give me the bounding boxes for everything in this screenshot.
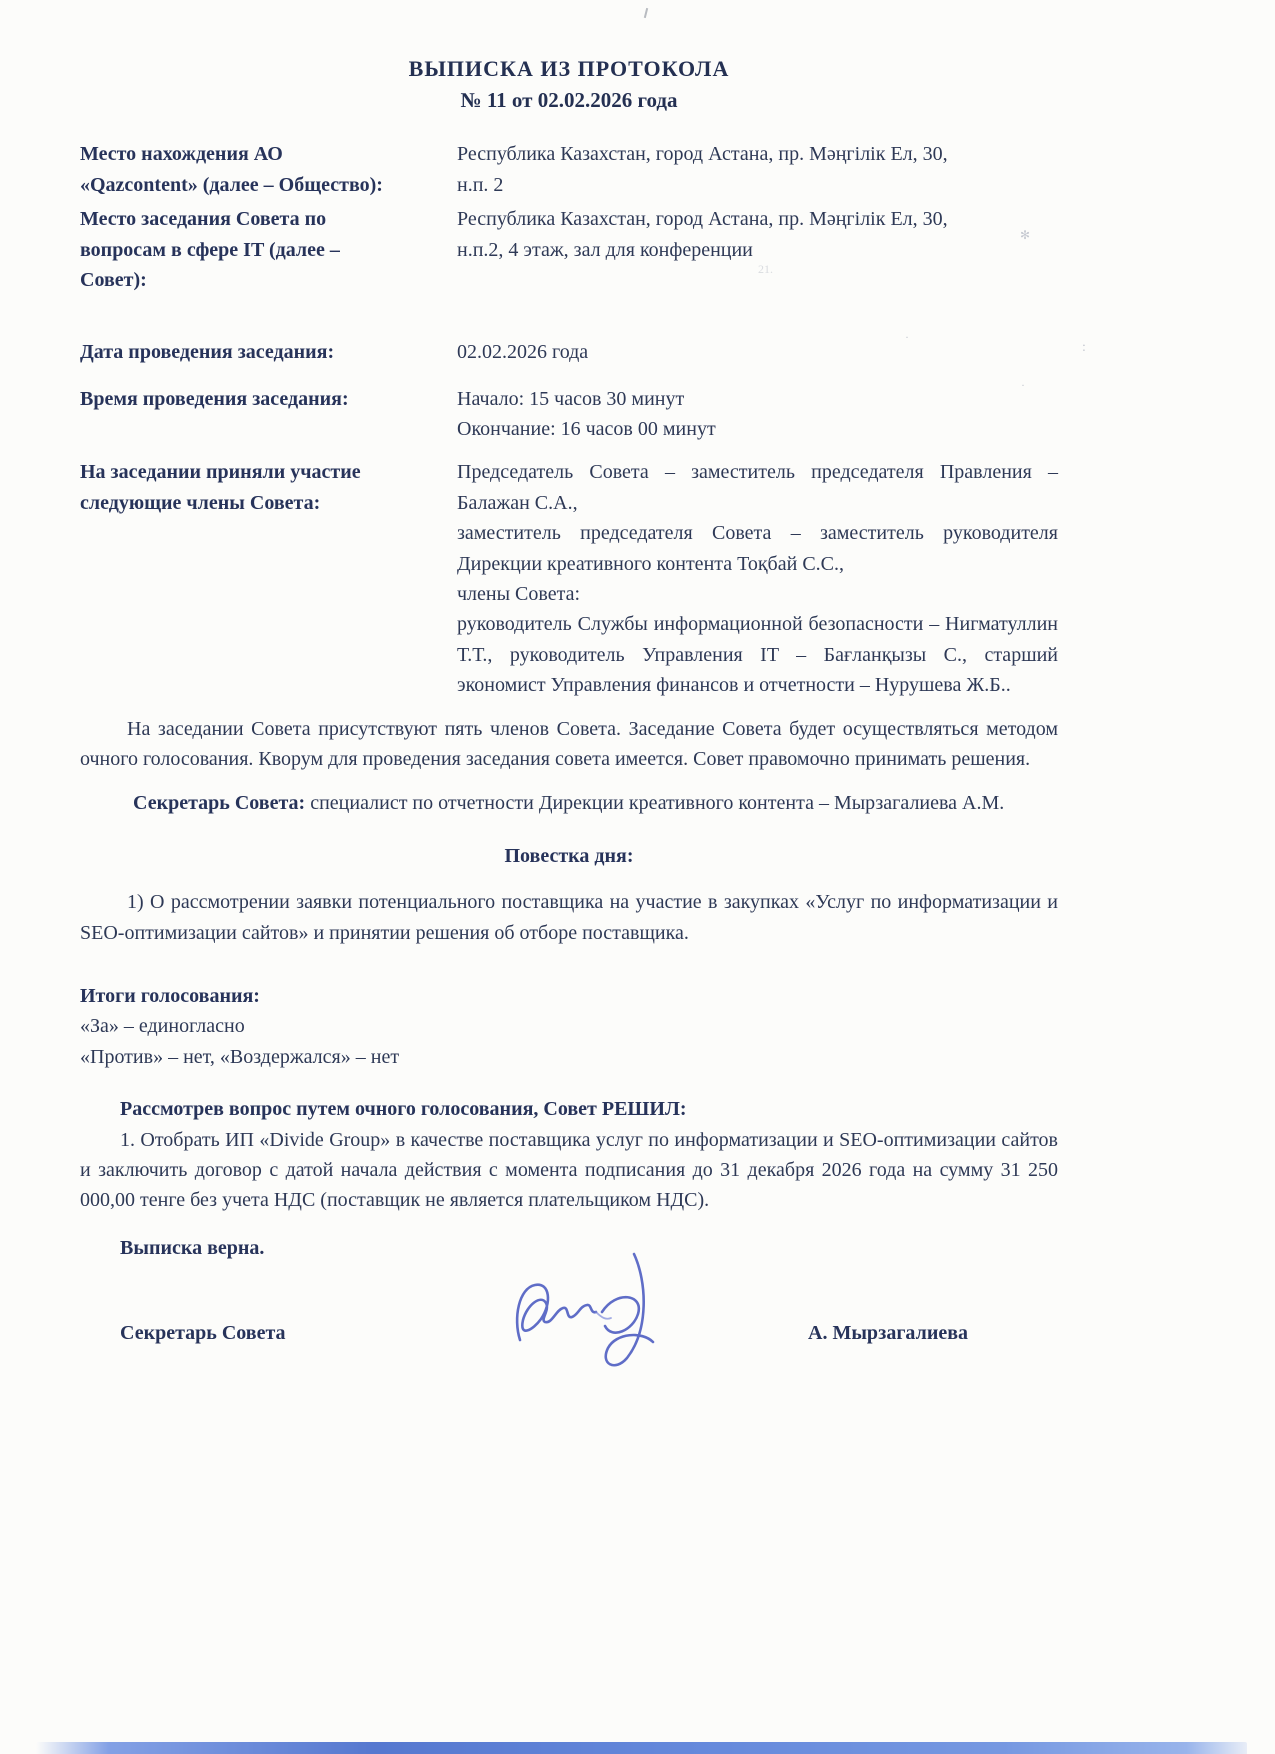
label-line: Место нахождения АО (80, 143, 283, 166)
value-line: Начало: 15 часов 30 минут (457, 387, 685, 410)
signature-row (80, 1318, 1058, 1358)
participant-line: члены Совета: (457, 583, 581, 606)
document-number-date: № 11 от 02.02.2026 года (460, 88, 678, 113)
label-line: следующие члены Совета: (80, 491, 321, 514)
detail-value (457, 337, 1058, 367)
detail-row-meeting-place (80, 204, 1058, 295)
detail-label (80, 204, 457, 295)
secretary-text: специалист по отчетности Дирекции креативного контента – Мырзагалиева А.М. (305, 792, 1005, 815)
document-header (80, 52, 1058, 117)
decision-text: 1. Отобрать ИП «Divide Group» в качестве поставщика услуг по информатизации и SEO-оптимизации сайтов и заключить договор с датой начала действия с момента подписания до 31 декабря 2026 года на сумму 31 250 000,00 тенге без учета НДС (поставщик не является плательщиком НДС). (80, 1128, 1058, 1212)
detail-row-date (80, 337, 1058, 367)
scan-artifact (644, 8, 648, 18)
value-line: Республика Казахстан, город Астана, пр. Мәңгілік Ел, 30, (457, 143, 948, 166)
detail-value (457, 204, 1058, 295)
detail-label (80, 457, 457, 700)
scan-artifact: · (1021, 378, 1025, 392)
detail-value (457, 457, 1058, 700)
label-line: Дата проведения заседания: (80, 341, 335, 364)
secretary-line (80, 788, 1058, 818)
value-line: Окончание: 16 часов 00 минут (457, 418, 716, 441)
scan-artifact: ✻ (1020, 228, 1031, 242)
detail-label (80, 384, 457, 445)
document-content (80, 52, 1058, 1358)
value-line: н.п.2, 4 этаж, зал для конференции (457, 238, 753, 261)
details-table (80, 139, 1058, 700)
detail-label (80, 139, 457, 200)
voting-line-for: «За» – единогласно (80, 1015, 245, 1038)
participant-line: заместитель председателя Совета – заместитель руководителя Дирекции креативного контента Тоқбай С.С., (457, 522, 1058, 575)
detail-label (80, 337, 457, 367)
label-line: «Qazcontent» (далее – Общество): (80, 173, 383, 196)
value-line: 02.02.2026 года (457, 341, 589, 364)
document-title: ВЫПИСКА ИЗ ПРОТОКОЛА (408, 56, 730, 81)
decision-heading: Рассмотрев вопрос путем очного голосования, Совет РЕШИЛ: (120, 1098, 687, 1121)
voting-results-heading: Итоги голосования: (80, 984, 260, 1007)
scan-artifact: 21. (758, 262, 773, 276)
label-line: На заседании приняли участие (80, 461, 361, 484)
detail-row-location (80, 139, 1058, 200)
detail-value (457, 384, 1058, 445)
value-line: н.п. 2 (457, 173, 504, 196)
agenda-heading: Повестка дня: (504, 844, 634, 867)
scan-artifact: · (905, 330, 909, 344)
participant-line: Председатель Совета – заместитель председателя Правления – Балажан С.А., (457, 461, 1058, 514)
label-line: вопросам в сфере IT (далее – (80, 238, 340, 261)
handwritten-signature (510, 1248, 690, 1383)
quorum-paragraph: На заседании Совета присутствуют пять членов Совета. Заседание Совета будет осуществляться методом очного голосования. Кворум для проведения заседания совета имеется. Совет правомочно принимать решения. (80, 717, 1058, 770)
agenda-item: 1) О рассмотрении заявки потенциального поставщика на участие в закупках «Услуг по информатизации и SEO-оптимизации сайтов» и принятии решения об отборе поставщика. (80, 891, 1058, 944)
label-line: Время проведения заседания: (80, 387, 349, 410)
signature-role: Секретарь Совета (120, 1322, 286, 1345)
value-line: Республика Казахстан, город Астана, пр. Мәңгілік Ел, 30, (457, 208, 948, 231)
label-line: Совет): (80, 268, 147, 291)
secretary-label: Секретарь Совета: (133, 792, 306, 815)
signatory-name: А. Мырзагалиева (808, 1322, 969, 1345)
detail-row-time (80, 384, 1058, 445)
voting-line-against: «Против» – нет, «Воздержался» – нет (80, 1045, 400, 1068)
participant-line: руководитель Службы информационной безопасности – Нигматуллин Т.Т., руководитель Управления IT – Бағланқызы С., старший экономист Управления финансов и отчетности – Нурушева Ж.Б.. (457, 613, 1058, 697)
scan-artifact: : (1082, 340, 1086, 355)
detail-row-participants (80, 457, 1058, 700)
scanner-edge-strip (36, 1742, 1247, 1754)
label-line: Место заседания Совета по (80, 208, 327, 231)
extract-correct-note: Выписка верна. (120, 1236, 265, 1259)
detail-value (457, 139, 1058, 200)
